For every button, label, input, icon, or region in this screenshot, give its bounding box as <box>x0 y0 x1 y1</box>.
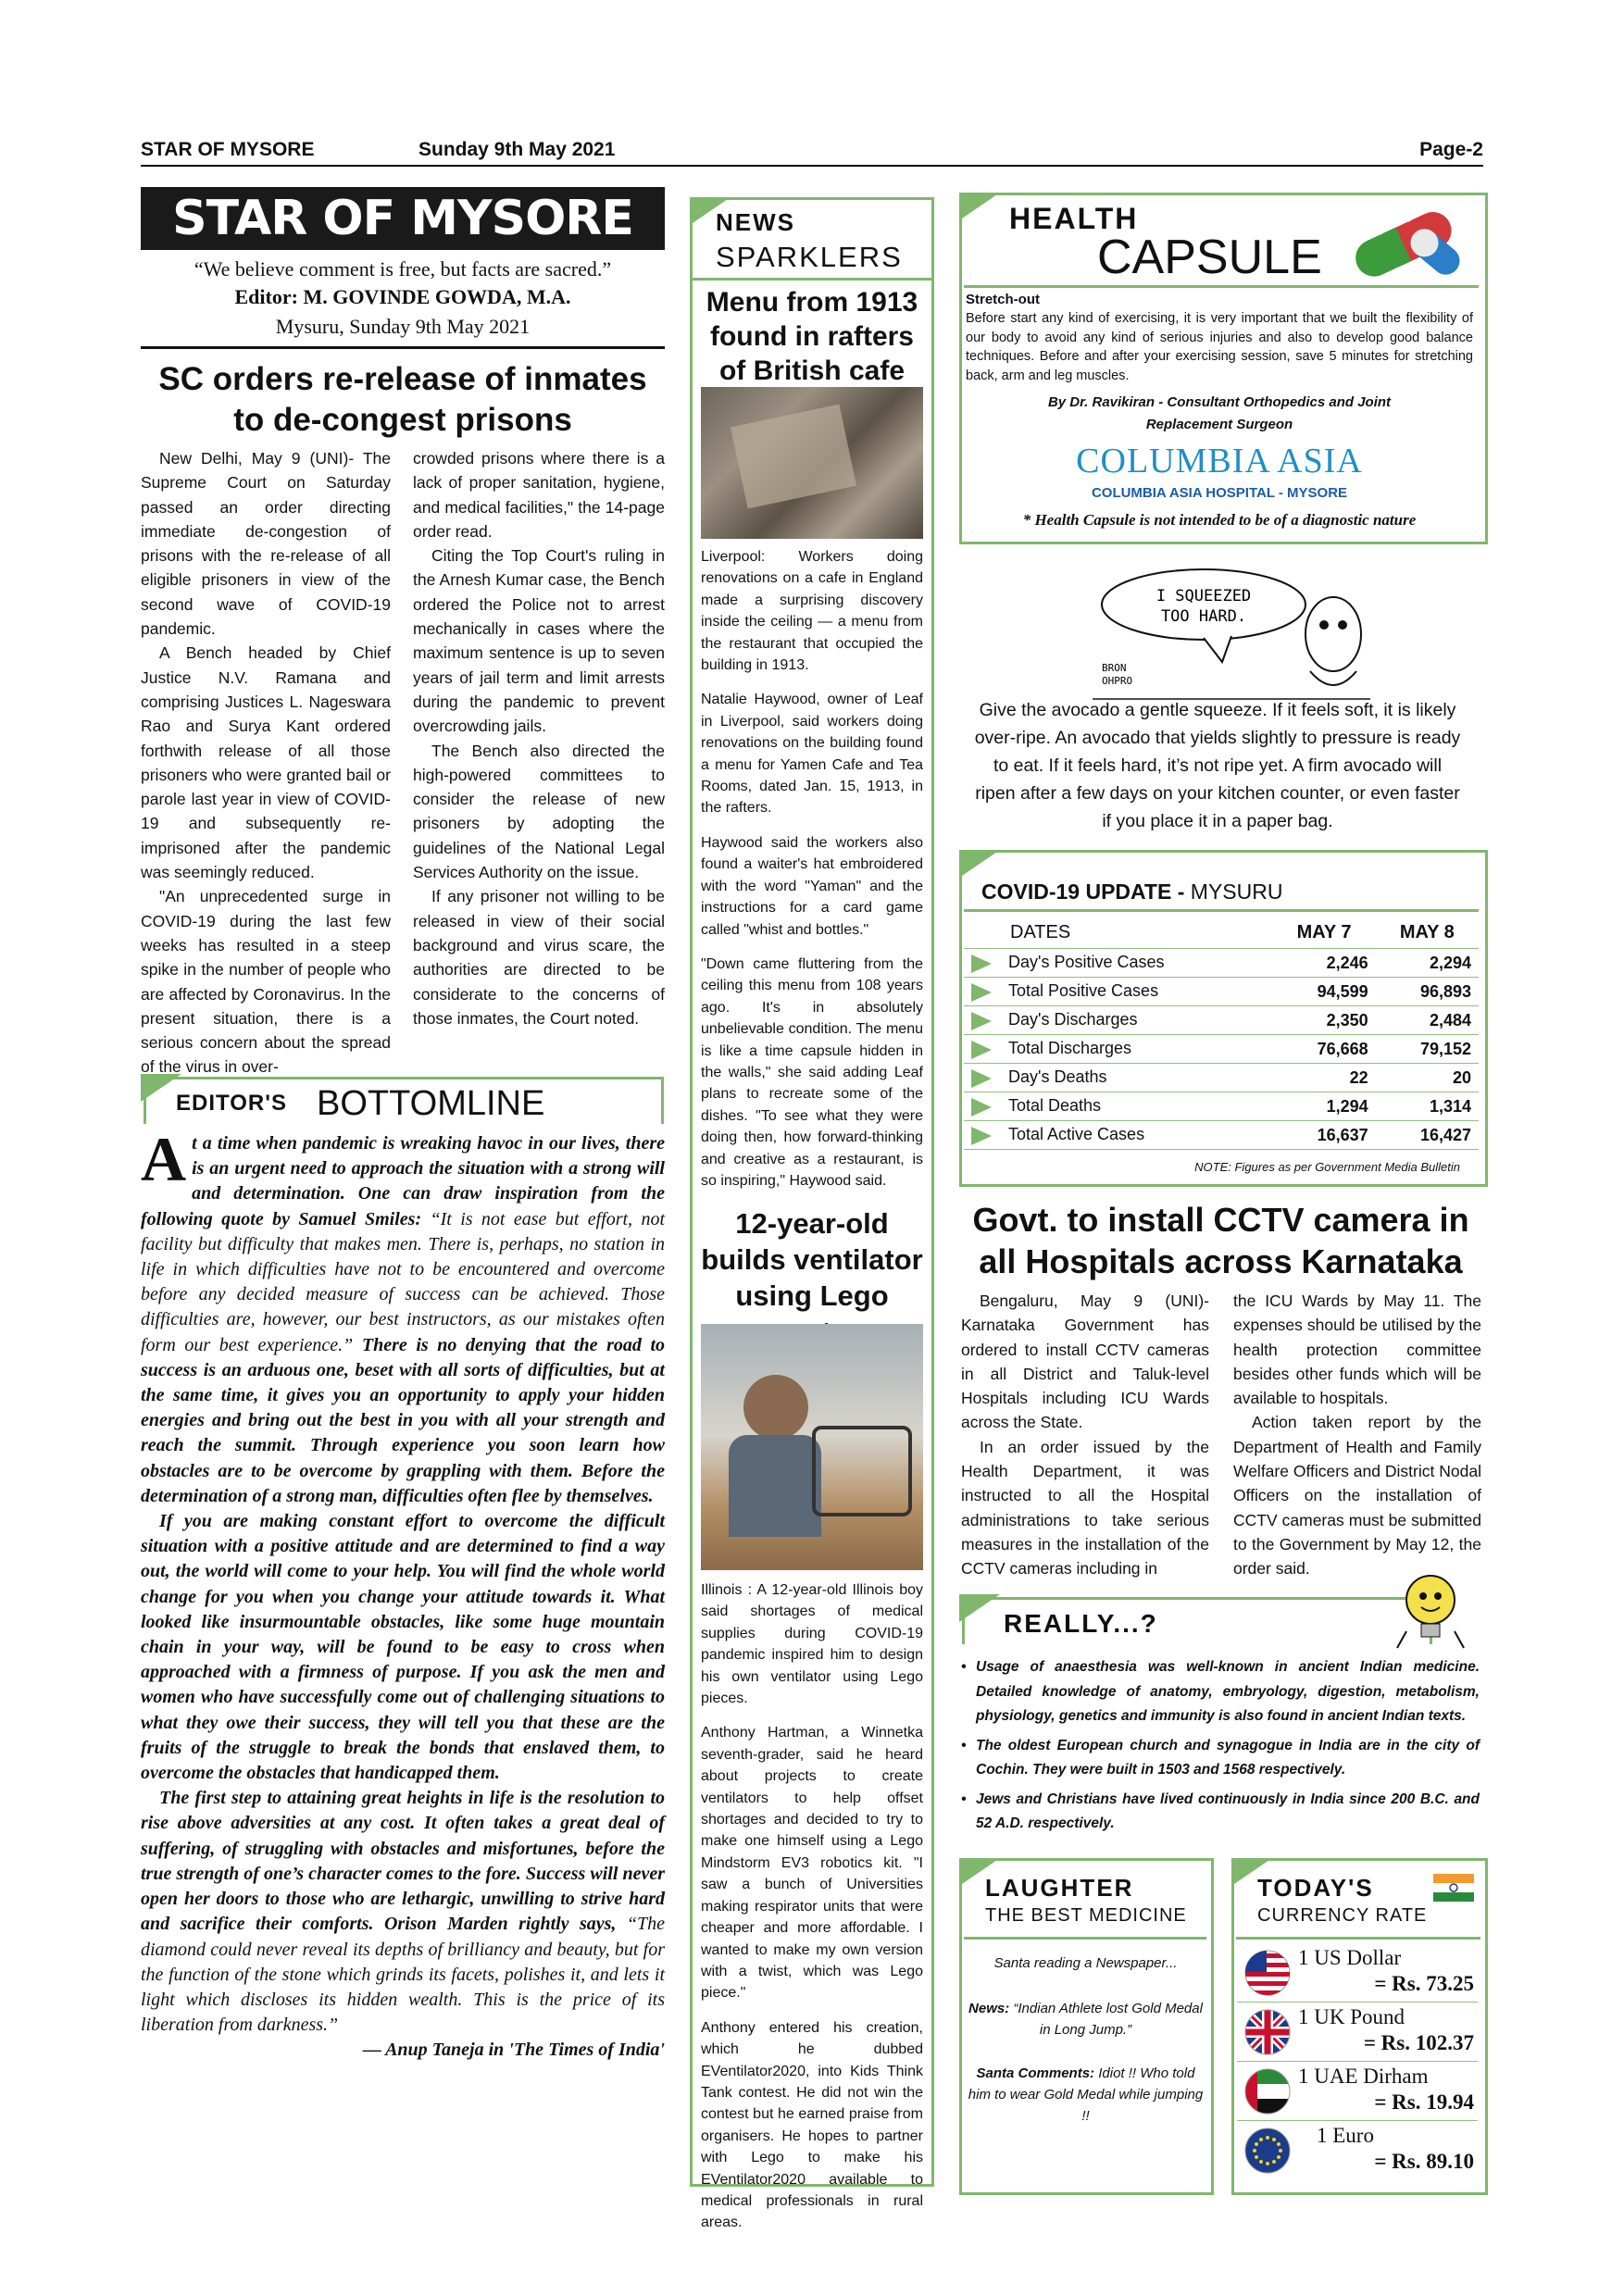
covid-row: Total Positive Cases 94,599 96,893 <box>964 978 1479 1006</box>
covid-divider <box>964 909 1479 912</box>
arrow-icon <box>971 983 992 1002</box>
laughter-news: News: “Indian Athlete lost Gold Medal in Long Jump.” <box>968 2001 1203 2038</box>
svg-text:I SQUEEZED: I SQUEEZED <box>1156 587 1252 605</box>
health-subhead: Stretch-out <box>966 292 1040 307</box>
header-paper: STAR OF MYSORE <box>141 139 315 160</box>
arrow-icon <box>971 1069 992 1088</box>
menu-photo <box>701 387 923 539</box>
laughter-divider <box>964 1937 1206 1940</box>
editorial-label-box: EDITOR'S BOTTOMLINE <box>144 1077 664 1124</box>
cctv-column-2: the ICU Wards by May 11. The expenses should be utilised by the health protection committee besides other funds which will be available to hospitals. Action taken report by the Department of Health and Family Welfare Officers and District Nodal Officers on the installation of CCTV cameras must be submitted to the Government by May 12, the order said. <box>1233 1292 1481 1578</box>
laughter-comment: Santa Comments: Idiot !! Who told him to wear Gold Medal while jumping !! <box>968 2065 1204 2124</box>
page-header <box>141 137 1483 167</box>
masthead-editor: Editor: M. GOVINDE GOWDA, M.A. <box>234 285 571 308</box>
lead-headline: SC orders re-release of inmates to de-congest prisons <box>158 361 647 438</box>
columbia-asia-sub: COLUMBIA ASIA HOSPITAL - MYSORE <box>1091 485 1348 501</box>
really-item: • Usage of anaesthesia was well-known in ancient Indian medicine. Detailed knowledge of anatomy, embryology, digestion, metabolism, physiology, genetics and immunity is also found in ancient Indian texts. <box>961 1659 1480 1724</box>
health-body: Before start any kind of exercising, it is very important that we built the flexibility of our body to avoid any kind of serious injuries and also to develop good balance techniques. Before and after your exercising session, save 5 minutes for stretching back, arm and leg muscles. <box>966 311 1473 383</box>
capsule-icon <box>1333 196 1472 289</box>
cartoon-illustration <box>1074 560 1380 704</box>
header-page: Page-2 <box>1419 139 1483 160</box>
covid-corner <box>959 850 1000 878</box>
currency-divider <box>1236 1937 1480 1940</box>
masthead-quote: “We believe comment is free, but facts are sacred.” <box>194 257 612 281</box>
masthead-divider <box>141 346 665 349</box>
svg-text:TOO HARD.: TOO HARD. <box>1160 607 1247 626</box>
health-divider <box>964 285 1479 288</box>
health-corner <box>959 193 1000 220</box>
arrow-icon <box>971 1041 992 1059</box>
currency-label-light: CURRENCY RATE <box>1257 1905 1428 1926</box>
usa-flag-icon <box>1244 1950 1291 1996</box>
currency-row: 1 Euro = Rs. 89.10 <box>1237 2122 1478 2179</box>
sparkler-2-body: Illinois : A 12-year-old Illinois boy said shortages of medical supplies during COVID-19 pandemic inspired him to design his own ventilator using Lego pieces. Anthony Hartman, a Winnetka seventh-grader, said he heard about projects to create ventilators to help offset shortages and decided to try to make one himself using a Lego Mindstorm EV3 robotics kit. "I saw a bunch of Universities making respirator units that were cheaper and more affordable. I wanted to make my own version with a twist, which was Lego piece." Anthony entered his creation, which he dubbed EVentilator2020, into Kids Think Tank contest. He did not win the contest but he earned praise from organisers. He hopes to partner with Lego to make his EVentilator2020 available to medical professionals in rural areas. <box>701 1582 923 2231</box>
arrow-icon <box>971 1127 992 1145</box>
covid-row: Total Deaths 1,294 1,314 <box>964 1092 1479 1121</box>
masthead-title: STAR OF MYSORE <box>141 187 665 250</box>
covid-row: Day's Positive Cases 2,246 2,294 <box>964 949 1479 978</box>
sparklers-label-light: SPARKLERS <box>716 241 903 273</box>
laughter-intro: Santa reading a Newspaper... <box>993 1955 1178 1971</box>
uae-flag-icon <box>1244 2068 1291 2115</box>
covid-row: Total Discharges 76,668 79,152 <box>964 1035 1479 1064</box>
sparkler-1-body: Liverpool: Workers doing renovations on a cafe in England made a surprising discovery inside the ceiling — a menu from the restaurant that occupied the building in 1913. Natalie Haywood, owner of Leaf in Liverpool, said workers doing renovations on the building found a menu for Yamen Cafe and Tea Rooms, dated Jan. 15, 1913, in the rafters. Haywood said the workers also found a waiter's hat embroidered with the word "Yaman" and the instructions for a card game called "whist and bottles." "Down came fluttering from the ceiling this menu from 108 years ago. It's in absolutely unbelievable condition. The menu is like a time capsule hidden in the walls," she said adding Leaf plans to recreate some of the dishes. "To see what they were doing then, how forward-thinking and creative as a restaurant, is so inspiring," Haywood said. <box>701 549 923 1189</box>
sparklers-label-bold: NEWS <box>716 208 795 236</box>
masthead-date: Mysuru, Sunday 9th May 2021 <box>275 315 531 338</box>
covid-row: Day's Deaths 22 20 <box>964 1064 1479 1092</box>
currency-row: 1 UAE Dirham = Rs. 19.94 <box>1237 2063 1478 2121</box>
lightbulb-icon <box>1393 1565 1468 1657</box>
really-list <box>961 1655 1480 1837</box>
health-byline-2: Replacement Surgeon <box>1145 417 1293 432</box>
svg-text:BRON: BRON <box>1102 662 1127 674</box>
currency-row: 1 UK Pound = Rs. 102.37 <box>1237 2003 1478 2062</box>
covid-note: NOTE: Figures as per Government Media Bulletin <box>1194 1160 1460 1174</box>
header-date: Sunday 9th May 2021 <box>418 139 616 160</box>
arrow-icon <box>971 955 992 973</box>
health-disclaimer: * Health Capsule is not intended to be of a diagnostic nature <box>1022 511 1417 529</box>
sparklers-divider <box>693 278 931 281</box>
svg-text:OHPRO: OHPRO <box>1102 675 1133 687</box>
covid-row: Day's Discharges 2,350 2,484 <box>964 1006 1479 1035</box>
eu-flag-icon <box>1244 2128 1291 2174</box>
cctv-column-1: Bengaluru, May 9 (UNI)- Karnataka Government has ordered to install CCTV cameras in all District and Taluk-level Hospitals including ICU Wards across the State. In an order issued by the Health Department, it was instructed to all the Hospital administrations to take serious measures in the installation of the CCTV cameras including in <box>961 1292 1209 1578</box>
laughter-label-light: THE BEST MEDICINE <box>985 1905 1187 1926</box>
editorial-body: At a time when pandemic is wreaking havoc in our lives, there is an urgent need to approach the situation with a strong will and determination. One can draw inspiration from the following quote by Samuel Smiles: “It is not ease but effort, not facility but difficulty that makes men. There is, perhaps, no station in life in which difficulties have not to be encountered and overcome before any decided measure of success can be achieved. Those difficulties are, however, our best instructors, as our mistakes often form our best experience.” There is no denying that the road to success is an arduous one, beset with all sorts of difficulties, but at the same time, it gives you an opportunity to apply your hidden energies and bring out the best in you with all your strength and reach the summit. Through experience you soon learn how obstacles are to be overcome by grappling with them. Before the determination of a strong man, difficulties often flee by themselves. If you are making constant effort to overcome the difficult situation with a positive attitude and are determined to find a way out, the world will come to your help. You will find the whole world change for you when you change your attitude towards it. What looked like insurmountable obstacles, like some huge mountain chain in your way, will be found to be easy to cross when approached with a firmness of purpose. If you ask the men and women who have successfully come out of challenging situations to what they owe their success, they will tell you that these are the fruits of the struggle to break the bonds that enslaved them, to overcome the obstacles that handicapped them. The first step to attaining great heights in life is the resolution to rise above adversities at any cost. It often takes a great deal of suffering, of struggling with obstacles and misfortunes, before the true strength of one’s character comes to the fore. Success will never open her doors to those who are lethargic, unwilling to strive hard and sacrifice their comforts. Orison Marden rightly says, “The diamond could never reveal its depths of brilliancy and beauty, but for the function of the stone which grinds its facets, polishes it, and lets it light which discloses its hidden wealth. This is the price of its liberation from darkness.” — Anup Taneja in 'The Times of India' <box>141 1124 666 2061</box>
arrow-icon <box>971 1098 992 1117</box>
columbia-asia-logo: COLUMBIA ASIA <box>1076 442 1363 480</box>
currency-row: 1 US Dollar = Rs. 73.25 <box>1237 1944 1478 2003</box>
uk-flag-icon <box>1244 2009 1291 2055</box>
currency-label-bold: TODAY'S <box>1257 1874 1374 1902</box>
avocado-tip: Give the avocado a gentle squeeze. If it feels soft, it is likely over-ripe. An avocado that yields slightly to pressure is ready to eat. If it feels hard, it’s not ripe yet. A firm avocado will ripen after a few days on your kitchen counter, or even faster if you place it in a paper bag. <box>974 700 1461 831</box>
really-item: • The oldest European church and synagogue in India are in the city of Cochin. They were built in 1503 and 1568 respectively. <box>961 1737 1480 1778</box>
health-label-light: CAPSULE <box>1097 231 1322 284</box>
health-label-bold: HEALTH <box>1009 202 1139 235</box>
ventilator-photo <box>701 1324 923 1570</box>
really-label-box: REALLY...? <box>962 1597 1432 1644</box>
cctv-headline: Govt. to install CCTV camera in all Hospitals across Karnataka <box>972 1201 1469 1280</box>
health-byline-1: By Dr. Ravikiran - Consultant Orthopedics and Joint <box>1047 394 1392 410</box>
laughter-label-bold: LAUGHTER <box>985 1874 1134 1902</box>
covid-row: Total Active Cases 16,637 16,427 <box>964 1121 1479 1150</box>
covid-title: COVID-19 UPDATE - MYSURU <box>981 880 1283 904</box>
sparkler-1-title: Menu from 1913 found in rafters of British cafe <box>706 287 918 386</box>
covid-header-row: DATES MAY 7 MAY 8 <box>964 917 1479 949</box>
sparkler-2-title: 12-year-old builds ventilator using Lego <box>701 1207 923 1312</box>
lead-column-1: New Delhi, May 9 (UNI)- The Supreme Court on Saturday passed an order directing immediate de-congestion of prisons with the re-release of all eligible prisoners in view of the second wave of COVID-19 pandemic. A Bench headed by Chief Justice N.V. Ramana and comprising Justices L. Nageswara Rao and Surya Kant ordered forthwith release of all those prisoners who were granted bail or parole last year in view of COVID-19 and subsequently re-imprisoned after the pandemic was seemingly reduced. "An unprecedented surge in COVID-19 during the last few weeks has resulted in a steep spike in the number of people who are affected by Coronavirus. In the present situation, there is a serious concern about the spread of the virus in over- <box>141 449 391 1077</box>
really-item: • Jews and Christians have lived continuously in India since 200 B.C. and 52 A.D. respectively. <box>961 1791 1480 1831</box>
lead-column-2: crowded prisons where there is a lack of proper sanitation, hygiene, and medical facilities," the 14-page order read. Citing the Top Court's ruling in the Arnesh Kumar case, the Bench ordered the Police not to arrest mechanically in cases where the maximum sentence is up to seven years of jail term and limit arrests during the pandemic to prevent overcrowding jails. The Bench also directed the high-powered committees to consider the release of new prisoners by adopting the guidelines of the National Legal Services Authority on the issue. If any prisoner not willing to be released in view of their social background and virus scare, the authorities are directed to be considerate to the concerns of those inmates, the Court noted. <box>413 449 665 1028</box>
arrow-icon <box>971 1012 992 1030</box>
india-flag-icon <box>1433 1870 1474 1903</box>
covid-table <box>964 917 1479 1150</box>
